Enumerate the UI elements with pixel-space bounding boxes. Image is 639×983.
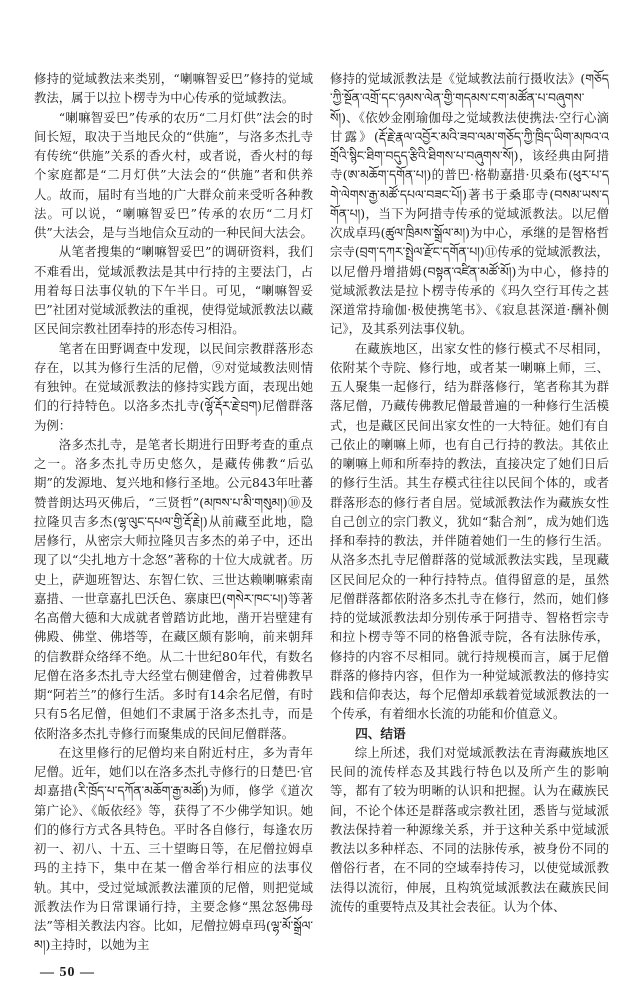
section-heading: 四、结语 bbox=[355, 725, 406, 741]
paragraph: 笔者在田野调查中发现，以民间宗教群落形态存在，以其为修行生活的尼僧，⑨对觉域教法则情有独钟。在觉域派教法的修持实践方面，表现出她们的行持特色。以洛多杰扎寺(ལྷོ་རྡོར་རྗེ་བྲག)尼僧群落为例： bbox=[34, 340, 313, 433]
paragraph: 修持的觉域派教法是《觉域教法前行摄收法》(གཅོད་ཀྱི་སྔོན་འགྲོ་དང་ཉམས་ལེན་གྱི་གདམས་ངག་མཚོན་པ་བཞུགས་སོ།)、《依妙金刚瑜伽母之觉域教法使携法·空行心滴甘露》(རྡོ་རྗེ་རྣལ་འབྱོར་མའི་ཟབ་ལམ་གཅོད་ཀྱི་ཁྲིད་ཡིག་མཁའ་འགྲོའི་སྙིང་ཐིག་བདུད་རྩིའི་ཐིགས་པ་བཞུགས་སོ།)，该经典由阿措寺(ཨ་མཆོག་དགོན་པ།)的普巴·格勒嘉措·贝桑布(ཕུར་པ་དགེ་ལེགས་རྒྱ་མཚོ་དཔལ་བཟང་པོ།)著书于桑耶寺(བསམ་ཡས་དགོན་པ།)，当下为阿措寺传承的觉域派教法。以尼僧次成卓玛(ཚུལ་ཁྲིམས་སྒྲོལ་མ།)为中心，承继的是智格哲宗寺(བྲག་དཀར་སྤྲེལ་རྫོང་དགོན་པ།)⑪传承的觉域派教法，以尼僧丹增措姆(བསྟན་འཛིན་མཚོ་མོ།)为中心，修持的觉域派教法是拉卜楞寺传承的《玛久空行耳传之甚深道常持瑜伽·极使携笔书》、《寂息甚深道·酬补侧记》，及其系列法事仪轨。 bbox=[330, 71, 609, 337]
paragraph: 在这里修行的尼僧均来自附近村庄，多为青年尼僧。近年，她们以在洛多杰扎寺修行的日楚巴·官却嘉措(རི་ཁྲོད་པ་དཀོན་མཆོག་རྒྱ་མཚོ།)为师，修学《道次第广论》、《皈依经》等，获得了不少佛学知识。她们的修行方式各具特色。平时各自修行，每逢农历初一、初八、十五、三十望晦日等，在尼僧拉姆卓玛的主持下，集中在某一僧舍举行相应的法事仪轨。其中，受过觉域派教法灌顶的尼僧，则把觉域派教法作为日常课诵行持，主要念修“黑忿怒佛母法”等相关教法内容。比如，尼僧拉姆卓玛(ལྷ་མོ་སྒྲོལ་མ།)主持时，以她为主 bbox=[34, 744, 313, 953]
paragraph: 修持的觉域教法来类别，“喇嘛智妥巴”修持的觉域教法，属于以拉卜楞寺为中心传承的觉域教法。 bbox=[34, 71, 313, 106]
paragraph: “喇嘛智妥巴”传承的农历“二月灯供”法会的时间长短，取决于当地民众的“供施”，与洛多杰扎寺有传统“供施”关系的香火村，或者说，香火村的每个家庭都是“二月灯供”大法会的“供施”者和供养人。故而，届时有当地的广大群众前来受听各种教法。可以说，“喇嘛智妥巴”传承的农历“二月灯供”大法会，是与当地信众互动的一种民间大法会。 bbox=[34, 109, 313, 240]
paragraph: 洛多杰扎寺，是笔者长期进行田野考查的重点之一。洛多杰扎寺历史悠久，是藏传佛教“后弘期”的发源地、复兴地和修行圣地。公元843年吐蕃赞普朗达玛灭佛后，“三贤哲”(མཁས་པ་མི་གསུམ།)⑩及拉隆贝吉多杰(ལྷ་ལུང་དཔལ་གྱི་རྡོ་རྗེ།)从前藏至此地，隐居修行，从密宗大师拉隆贝吉多杰的弟子中，还出现了以“尖扎地方十念怒”著称的十位大成就者。历史上，萨迦班智达、东智仁钦、三世达赖喇嘛索南嘉措、一世章嘉扎巴沃色、寨康巴(གསེར་ཁང་པ།)等著名高僧大德和大成就者曾踏访此地，凿开岩壁建有佛殿、佛堂、佛塔等，在藏区颇有影响，前来朝拜的信教群众络绎不绝。从二十世纪80年代，有数名尼僧在洛多杰扎寺大经堂右侧建僧舍，过着佛教早期“阿若兰”的修行生活。多时有14余名尼僧，有时只有5名尼僧，但她们不隶属于洛多杰扎寺，而是依附洛多杰扎寺修行而聚集成的民间尼僧群落。 bbox=[34, 436, 313, 741]
left-column bbox=[34, 69, 313, 983]
paragraph: 综上所述，我们对觉域派教法在青海藏族地区民间的流传样态及其践行特色以及所产生的影响等，都有了较为明晰的认识和把握。认为在藏族民间，不论个体还是群落或宗教社团，悉皆与觉域派教法保持着一种源缘关系，并于这种关系中觉域派教法以多种样态、不同的法脉传承，被身份不同的僧俗行者，在不同的空域奉持传习，以使觉域派教法得以流衍，伸展，且构筑觉域派教法在藏族民间流传的重要特点及其社会表征。认为个体、 bbox=[330, 744, 609, 914]
paragraph: 在藏族地区，出家女性的修行模式不尽相同，依附某个寺院、修行地，或者某一喇嘛上师，三、五人聚集一起修行，结为群落修行，笔者称其为群落尼僧，乃藏传佛教尼僧最普遍的一种修行生活模式，也是藏区民间出家女性的一大特征。她们有自己依止的喇嘛上师，也有自己行持的教法。其依止的喇嘛上师和所奉持的教法，直接决定了她们日后的修行生活。其生存模式往往以民间个体的，或者群落形态的修行者自居。觉域派教法作为藏族女性自己创立的宗门教义，犹如“黏合剂”，成为她们选择和奉持的教法，并伴随着她们一生的修行生活。从洛多杰扎寺尼僧群落的觉域派教法实践，呈现藏区民间尼众的一种行持特点。值得留意的是，虽然尼僧群落都依附洛多杰扎寺在修行，然而，她们修持的觉域派教法却分别传承于阿措寺、智格哲宗寺和拉卜楞寺等不同的格鲁派寺院，各有法脉传承，修持的内容不尽相同。就行持规模而言，属于尼僧群落的修持内容，但作为一种觉域派教法的修持实践和信仰表达，每个尼僧却承载着觉域派教法的一个传承，有着细水长流的功能和价值意义。 bbox=[330, 340, 609, 722]
right-column bbox=[330, 69, 609, 916]
paragraph: 从笔者搜集的“喇嘛智妥巴”的调研资料，我们不难看出，觉域派教法是其中行持的主要法门，占用着每日法事仪轨的下午半日。可见，“喇嘛智妥巴”社团对觉域派教法的重视，使得觉域派教法以藏区民间宗教社团奉持的形态传习相沿。 bbox=[34, 244, 313, 337]
page-number: — 50 — bbox=[40, 964, 95, 980]
